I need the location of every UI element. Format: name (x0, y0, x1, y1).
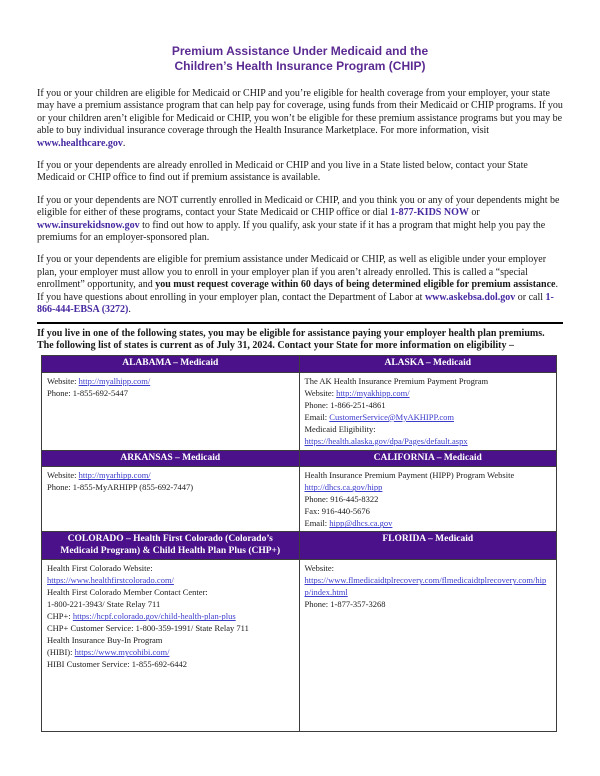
intro-paragraph-3 (37, 195, 563, 245)
cell-line (305, 435, 552, 447)
cell-line (47, 481, 294, 493)
cell-line (47, 574, 294, 586)
state-header-cell: ALABAMA – Medicaid (42, 356, 300, 373)
text-segment: HIBI Customer Service: 1-855-692-6442 (47, 659, 187, 670)
inline-link[interactable]: www.healthcare.gov (37, 137, 123, 149)
text-segment: Website: (47, 470, 79, 481)
state-header-cell: COLORADO – Health First Colorado (Colorado’s Medicaid Program) & Child Health Plan Plus (CHP+) (42, 532, 300, 560)
text-segment: Medicaid Eligibility: (304, 423, 376, 434)
text-segment: Website: (304, 563, 335, 574)
text-segment: . (128, 304, 131, 316)
state-info-cell (42, 560, 300, 732)
cell-line (47, 375, 294, 387)
cell-line (305, 517, 552, 529)
cell-line (47, 598, 294, 610)
text-segment: The AK Health Insurance Premium Payment Program (304, 375, 489, 386)
text-segment: If you or your dependents are eligible for premium assistance under Medicaid or CHIP, as well as eligible under your employer plan, your employer must allow you to enroll in your employer plan if you aren’t already enrolled. This is called a “special enrollment” opportunity, and (37, 254, 547, 291)
text-segment: If you or your children are eligible for Medicaid or CHIP and you’re eligible for health coverage from your employer, your state may have a premium assistance program that can help pay for coverage, using funds from their Medicaid or CHIP programs. If you or your children aren’t eligible for Medicaid or CHIP, you won’t be eligible for these premium assistance programs but you may be able to buy individual insurance coverage through the Health Insurance Marketplace. For more information, visit (37, 88, 563, 137)
intro-paragraph-4 (37, 254, 563, 316)
cell-line (305, 481, 552, 493)
cell-line (47, 562, 294, 574)
state-header-cell: ALASKA – Medicaid (299, 356, 557, 373)
states-table-body (42, 356, 557, 732)
state-info-cell (42, 372, 300, 450)
cell-link[interactable]: hipp@dhcs.ca.gov (329, 518, 393, 529)
state-header-cell: FLORIDA – Medicaid (299, 532, 557, 560)
inline-link[interactable]: www.askebsa.dol.gov (424, 291, 516, 303)
text-segment: If you or your dependents are already enrolled in Medicaid or CHIP and you live in a State listed below, contact your State Medicaid or CHIP office to find out if premium assistance is available. (37, 160, 528, 184)
text-segment: Phone: 1-866-251-4861 (304, 399, 386, 410)
text-segment: you must request coverage within 60 days of being determined eligible for premium assistance (155, 279, 556, 291)
text-segment: Phone: 1-855-692-5447 (47, 387, 128, 398)
state-info-cell (42, 467, 300, 532)
text-segment: CHP+: (47, 611, 73, 622)
text-segment: Phone: 1-877-357-3268 (304, 599, 386, 610)
cell-line (305, 493, 552, 505)
text-segment: . If you have questions about enrolling in your employer plan, contact the Department of Labor at (37, 279, 558, 303)
page-title-line1: Premium Assistance Under Medicaid and the (171, 44, 429, 58)
inline-link[interactable]: www.insurekidsnow.gov (37, 219, 140, 231)
cell-line (47, 646, 294, 658)
cell-link[interactable]: https://www.healthfirstcolorado.com/ (47, 575, 174, 586)
page-title-line2: Children’s Health Insurance Program (CHIP) (174, 59, 426, 73)
state-body-row (42, 560, 557, 732)
cell-line (305, 387, 552, 399)
cell-link[interactable]: http://myakhipp.com/ (336, 387, 410, 398)
state-header-row (42, 532, 557, 560)
page-title (37, 44, 563, 74)
cell-link[interactable]: https://www.mycohibi.com/ (74, 647, 170, 658)
cell-link[interactable]: http://dhcs.ca.gov/hipp (304, 482, 383, 493)
text-segment: . (122, 137, 126, 149)
cell-line (305, 375, 552, 387)
cell-link[interactable]: https://www.flmedicaidtplrecovery.com/flmedicaidtplrecovery.com/hipp/index.html (304, 575, 547, 598)
cell-line (305, 562, 552, 574)
cell-line (47, 658, 294, 670)
cell-line (305, 399, 552, 411)
cell-link[interactable]: http://myalhipp.com/ (78, 375, 151, 386)
text-segment: Fax: 916-440-5676 (304, 506, 370, 517)
text-segment: If you or your dependents are NOT currently enrolled in Medicaid or CHIP, and you think you or any of your dependents might be eligible for either of these programs, contact your State Medicaid or CHIP office or dial (37, 194, 560, 219)
text-segment: Health First Colorado Website: (47, 563, 153, 574)
cell-line (47, 622, 294, 634)
cell-line (305, 505, 552, 517)
text-segment: CHP+ Customer Service: 1-800-359-1991/ State Relay 711 (47, 623, 249, 634)
state-header-cell: CALIFORNIA – Medicaid (299, 450, 557, 467)
state-info-cell (299, 560, 557, 732)
state-header-row (42, 450, 557, 467)
text-segment: Website: (304, 387, 337, 398)
text-segment: Phone: 916-445-8322 (304, 494, 379, 505)
cell-line (47, 586, 294, 598)
intro-paragraph-1 (37, 88, 563, 150)
text-segment: Email: (304, 518, 330, 529)
cell-link[interactable]: https://hcpf.colorado.gov/child-health-plan-plus (72, 611, 236, 622)
cell-link[interactable]: https://health.alaska.gov/dpa/Pages/default.aspx (304, 435, 468, 446)
text-segment: Website: (47, 375, 79, 386)
document-content (0, 44, 600, 732)
inline-link[interactable]: 1-866-444-EBSA (3272) (37, 291, 554, 316)
cell-line (305, 574, 552, 598)
text-segment: Email: (304, 411, 330, 422)
text-segment: to find out how to apply. If you qualify, ask your state if it has a program that might help you pay the premiums for an employer-sponsored plan. (37, 219, 546, 244)
cell-line (47, 387, 294, 399)
cell-line (47, 469, 294, 481)
cell-line (305, 423, 552, 435)
state-header-cell: ARKANSAS – Medicaid (42, 450, 300, 467)
text-segment: If you live in one of the following states, you may be eligible for assistance paying your employer health plan premiums. The following list of states is current as of July 31, 2024. Contact your State for more information on eligibility – (37, 327, 545, 351)
text-segment: (HIBI): (47, 647, 75, 658)
text-segment: or (468, 207, 480, 219)
states-table (41, 355, 557, 732)
state-body-row (42, 467, 557, 532)
cell-line (305, 411, 552, 423)
text-segment: Health Insurance Premium Payment (HIPP) Program Website (304, 470, 515, 481)
cell-line (305, 598, 552, 610)
text-segment: 1-800-221-3943/ State Relay 711 (47, 599, 161, 610)
state-info-cell (299, 372, 557, 450)
states-intro-paragraph (37, 328, 563, 353)
intro-paragraph-2 (37, 160, 563, 185)
cell-link[interactable]: http://myarhipp.com/ (78, 470, 151, 481)
cell-line (47, 610, 294, 622)
state-info-cell (299, 467, 557, 532)
section-divider (37, 322, 563, 324)
text-segment: Health Insurance Buy-In Program (47, 635, 163, 646)
state-body-row (42, 372, 557, 450)
state-header-row (42, 356, 557, 373)
cell-link[interactable]: CustomerService@MyAKHIPP.com (329, 411, 454, 422)
text-segment: Health First Colorado Member Contact Center: (47, 587, 208, 598)
text-segment: Phone: 1-855-MyARHIPP (855-692-7447) (47, 482, 194, 493)
cell-line (47, 634, 294, 646)
cell-line (305, 469, 552, 481)
text-segment: or call (515, 291, 546, 303)
inline-link[interactable]: 1-877-KIDS NOW (390, 207, 469, 219)
